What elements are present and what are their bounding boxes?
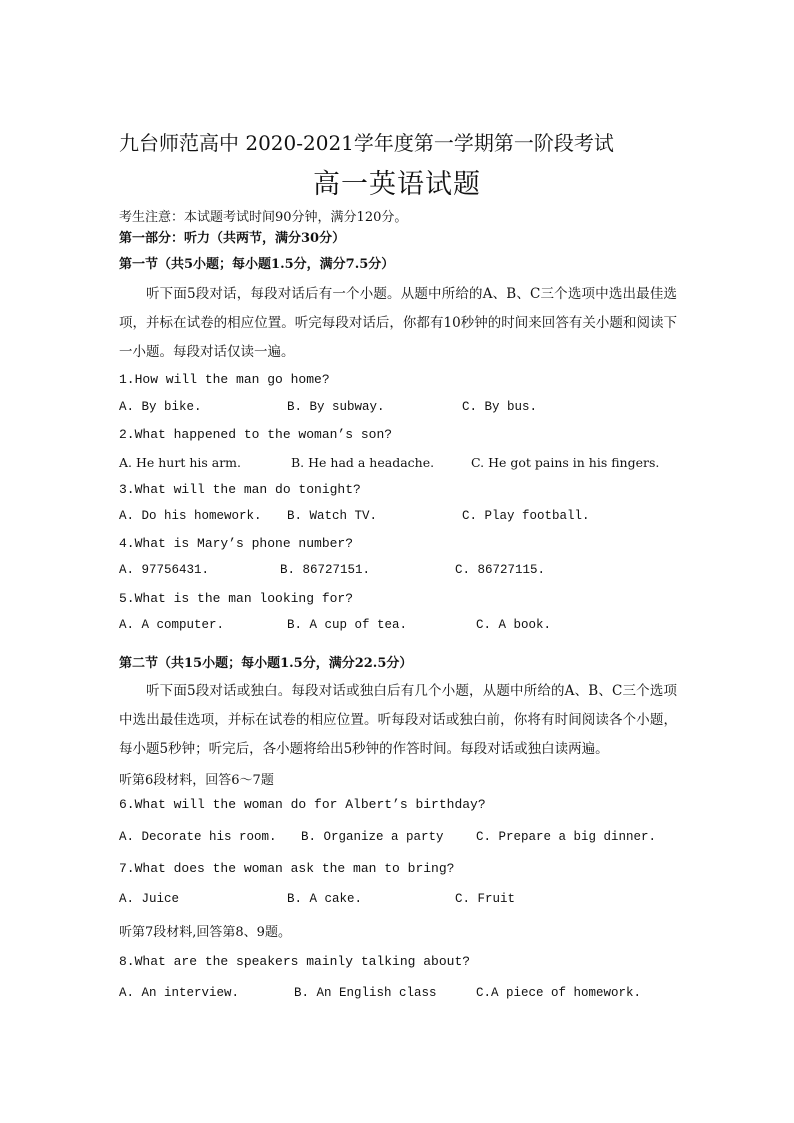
question-6-stem: 6.What will the woman do for Albert’s birthday? (119, 797, 486, 812)
question-5-option-b[interactable]: B. A cup of tea. (287, 618, 408, 632)
question-7-option-b[interactable]: B. A cake. (287, 892, 363, 906)
question-8-stem: 8.What are the speakers mainly talking about? (119, 954, 471, 969)
question-8-option-c[interactable]: C.A piece of homework. (476, 986, 642, 1000)
question-5-option-c[interactable]: C. A book. (476, 618, 552, 632)
question-1-option-b[interactable]: B. By subway. (287, 400, 385, 414)
question-1-option-c[interactable]: C. By bus. (462, 400, 538, 414)
exam-title: 九台师范高中 2020-2021学年度第一学期第一阶段考试 (119, 131, 614, 155)
question-4-option-a[interactable]: A. 97756431. (119, 563, 210, 577)
material-7-label: 听第7段材料,回答第8、9题。 (119, 925, 291, 940)
question-2-option-b[interactable]: B. He had a headache. (291, 455, 435, 470)
question-7-option-a[interactable]: A. Juice (119, 892, 180, 906)
section2-heading: 第二节（共15小题；每小题1.5分，满分22.5分） (119, 656, 413, 671)
question-3-option-a[interactable]: A. Do his homework. (119, 509, 262, 523)
candidate-notice: 考生注意：本试题考试时间90分钟，满分120分。 (119, 210, 408, 225)
section1-heading: 第一节（共5小题；每小题1.5分，满分7.5分） (119, 257, 395, 272)
question-1-option-a[interactable]: A. By bike. (119, 400, 202, 414)
question-4-option-b[interactable]: B. 86727151. (280, 563, 371, 577)
question-6-option-b[interactable]: B. Organize a party (301, 830, 444, 844)
question-1-stem: 1.How will the man go home? (119, 372, 330, 387)
question-4-option-c[interactable]: C. 86727115. (455, 563, 546, 577)
subject-title: 高一英语试题 (313, 169, 481, 200)
section2-instructions: 听下面5段对话或独白。每段对话或独白后有几个小题，从题中所给的A、B、C三个选项中选出最佳选项，并标在试卷的相应位置。听每段对话或独白前，你将有时间阅读各个小题，每小题5秒钟；听完后，各小题将给出5秒钟的作答时间。每段对话或独白读两遍。 (119, 683, 677, 757)
question-7-option-c[interactable]: C. Fruit (455, 892, 516, 906)
question-6-option-c[interactable]: C. Prepare a big dinner. (476, 830, 657, 844)
question-2-option-c[interactable]: C. He got pains in his fingers. (471, 455, 660, 470)
question-5-option-a[interactable]: A. A computer. (119, 618, 225, 632)
material-6-label: 听第6段材料，回答6～7题 (119, 773, 274, 788)
question-3-option-b[interactable]: B. Watch TV. (287, 509, 378, 523)
question-4-stem: 4.What is Mary’s phone number? (119, 536, 354, 551)
question-3-option-c[interactable]: C. Play football. (462, 509, 590, 523)
section1-instructions: 听下面5段对话，每段对话后有一个小题。从题中所给的A、B、C三个选项中选出最佳选项，并标在试卷的相应位置。听完每段对话后，你都有10秒钟的时间来回答有关小题和阅读下一小题。每段对话仅读一遍。 (119, 286, 677, 360)
question-5-stem: 5.What is the man looking for? (119, 591, 354, 606)
question-6-option-a[interactable]: A. Decorate his room. (119, 830, 277, 844)
question-2-stem: 2.What happened to the woman’s son? (119, 427, 393, 442)
question-8-option-a[interactable]: A. An interview. (119, 986, 240, 1000)
question-8-option-b[interactable]: B. An English class (294, 986, 437, 1000)
question-3-stem: 3.What will the man do tonight? (119, 482, 361, 497)
question-2-option-a[interactable]: A. He hurt his arm. (119, 455, 242, 470)
question-7-stem: 7.What does the woman ask the man to bring? (119, 861, 455, 876)
part1-heading: 第一部分：听力（共两节，满分30分） (119, 231, 346, 246)
